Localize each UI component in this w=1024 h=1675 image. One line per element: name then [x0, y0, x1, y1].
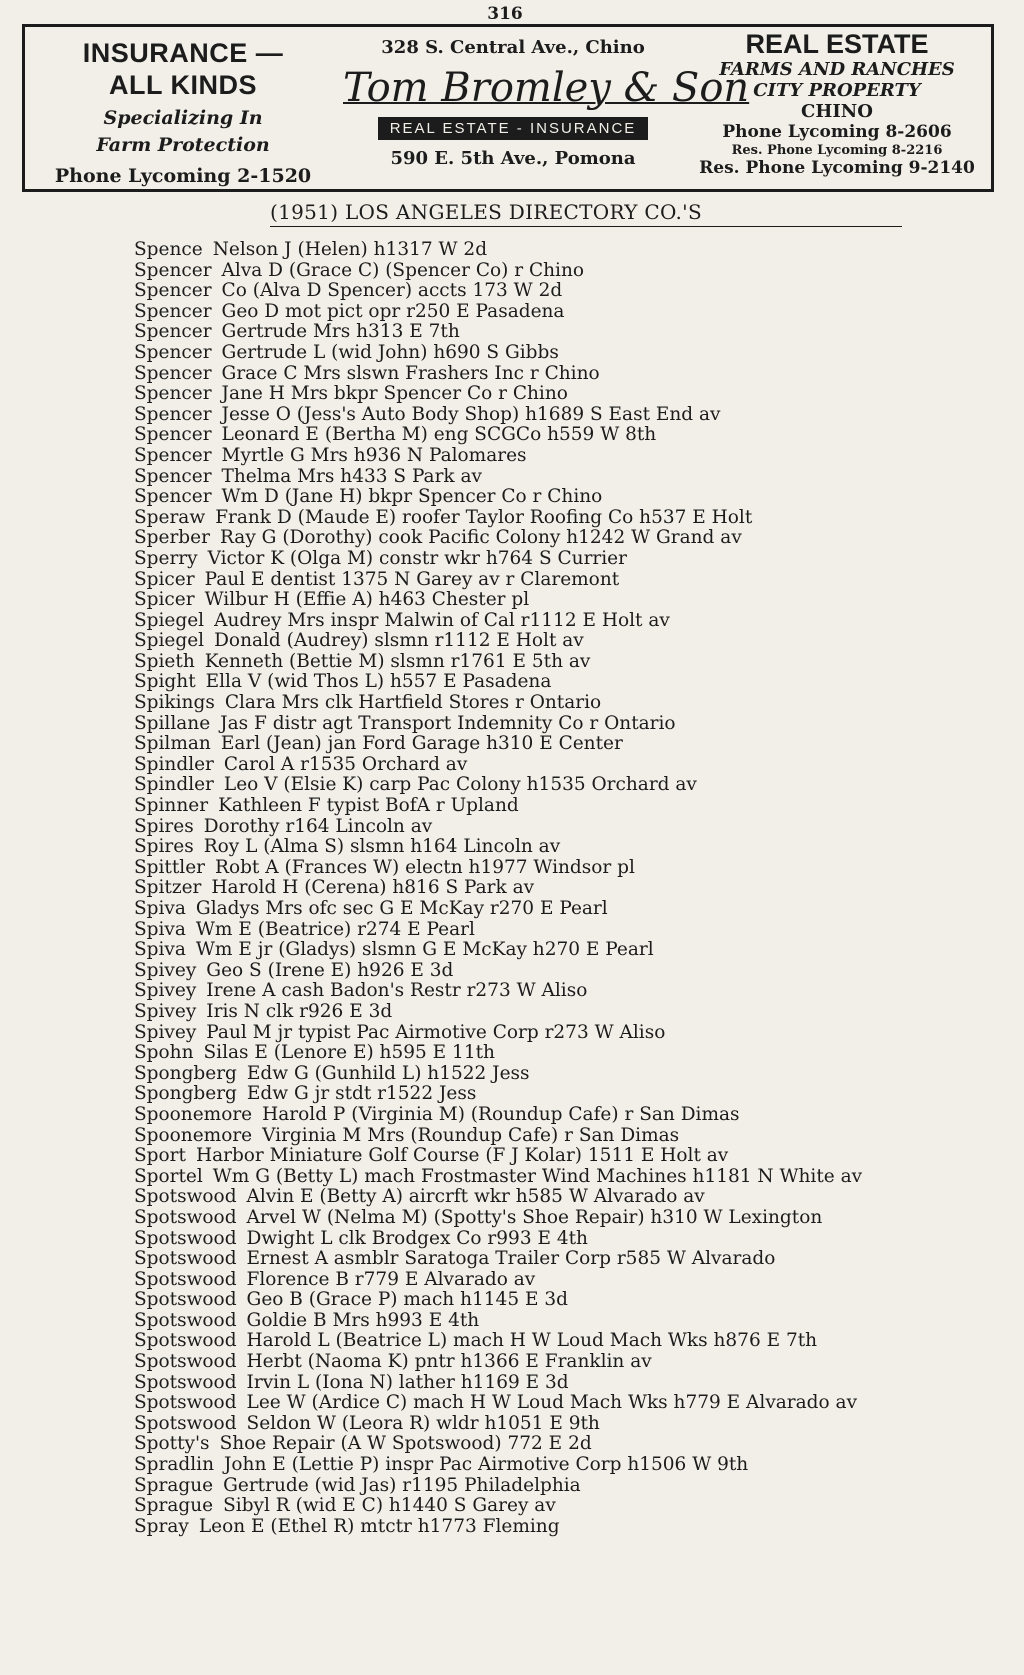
entry-surname: Spindler [134, 753, 214, 775]
entry-surname: Sportel [134, 1165, 203, 1187]
entry-surname: Sperber [134, 527, 210, 549]
entry-details: Edw G jr stdt r1522 Jess [246, 1083, 477, 1105]
directory-entry [134, 528, 918, 549]
directory-entry [134, 1187, 918, 1208]
entry-details: Wm E jr (Gladys) slsmn G E McKay h270 E Pearl [195, 939, 654, 961]
entry-details: Wm D (Jane H) bkpr Spencer Co r Chino [221, 486, 603, 508]
entry-surname: Spotswood [134, 1248, 237, 1270]
directory-entry [134, 425, 918, 446]
directory-entry [134, 981, 918, 1002]
entry-surname: Spight [134, 671, 196, 693]
entry-details: Harold H (Cerena) h816 S Park av [211, 877, 535, 899]
directory-entry [134, 878, 918, 899]
header-rule [270, 226, 902, 227]
directory-entry [134, 240, 918, 261]
directory-entry [134, 775, 918, 796]
entry-surname: Spongberg [134, 1083, 237, 1105]
page-number: 316 [487, 4, 523, 24]
entry-surname: Spivey [134, 959, 197, 981]
advertisement-banner [22, 24, 994, 192]
ad-chino-address: 328 S. Central Ave., Chino [381, 37, 645, 58]
entry-details: Wm G (Betty L) mach Frostmaster Wind Machines h1181 N White av [212, 1165, 863, 1187]
entry-details: Arvel W (Nelma M) (Spotty's Shoe Repair) h310 W Lexington [246, 1206, 823, 1228]
entry-surname: Spencer [134, 444, 212, 466]
directory-entry [134, 261, 918, 282]
directory-entry [134, 817, 918, 838]
entry-details: Paul M jr typist Pac Airmotive Corp r273 W Aliso [206, 1021, 666, 1043]
directory-entry [134, 920, 918, 941]
entry-surname: Spivey [134, 1000, 197, 1022]
directory-entry [134, 590, 918, 611]
directory-entry [134, 570, 918, 591]
directory-entry [134, 508, 918, 529]
entry-details: Geo S (Irene E) h926 E 3d [206, 959, 454, 981]
entry-surname: Spencer [134, 424, 212, 446]
entry-details: Gertrude (wid Jas) r1195 Philadelphia [223, 1474, 581, 1496]
entry-details: Leonard E (Bertha M) eng SCGCo h559 W 8th [221, 424, 657, 446]
entry-surname: Spittler [134, 856, 206, 878]
entry-details: Clara Mrs clk Hartfield Stores r Ontario [224, 692, 602, 714]
entry-surname: Spohn [134, 1042, 194, 1064]
entry-details: Gladys Mrs ofc sec G E McKay r270 E Pearl [195, 898, 608, 919]
entry-surname: Spotswood [134, 1371, 237, 1393]
entry-details: Irene A cash Badon's Restr r273 W Aliso [206, 980, 588, 1002]
entry-surname: Speraw [134, 506, 206, 528]
directory-entry [134, 1208, 918, 1229]
entry-details: Irvin L (Iona N) lather h1169 E 3d [246, 1371, 569, 1393]
entry-surname: Spiegel [134, 609, 205, 631]
entry-surname: Spotswood [134, 1330, 237, 1352]
directory-entry [134, 487, 918, 508]
entry-details: Alvin E (Betty A) aircrft wkr h585 W Alvarado av [246, 1186, 705, 1208]
directory-entry [134, 1311, 918, 1332]
entry-details: Geo B (Grace P) mach h1145 E 3d [246, 1289, 568, 1311]
entry-surname: Spencer [134, 259, 212, 281]
entry-surname: Spiva [134, 898, 186, 919]
directory-entry [134, 899, 918, 920]
entry-details: Shoe Repair (A W Spotswood) 772 E 2d [219, 1433, 592, 1455]
entry-surname: Spotswood [134, 1351, 237, 1373]
directory-entry [134, 1434, 918, 1455]
directory-entry [134, 1126, 918, 1147]
directory-entry [134, 693, 918, 714]
entry-surname: Spiva [134, 918, 186, 940]
ad-pomona-address: 590 E. 5th Ave., Pomona [390, 148, 636, 169]
entry-surname: Spencer [134, 362, 212, 384]
directory-entry [134, 755, 918, 776]
ad-insurance-subtitle: ALL KINDS [108, 70, 257, 100]
directory-entry [134, 467, 918, 488]
entry-details: Seldon W (Leora R) wldr h1051 E 9th [246, 1412, 600, 1434]
ad-city-property-text: CITY PROPERTY [753, 80, 921, 101]
entry-surname: Spotswood [134, 1186, 237, 1208]
entry-surname: Spencer [134, 486, 212, 508]
entry-details: Carol A r1535 Orchard av [223, 753, 468, 775]
entry-surname: Spongberg [134, 1062, 237, 1084]
entry-surname: Spotswood [134, 1206, 237, 1228]
entry-details: Paul E dentist 1375 N Garey av r Claremont [204, 568, 620, 590]
entry-surname: Sprague [134, 1474, 214, 1496]
directory-entry [134, 1331, 918, 1352]
directory-entry [134, 858, 918, 879]
directory-entry [134, 446, 918, 467]
entry-surname: Spicer [134, 568, 195, 590]
ad-insurance-section [33, 37, 333, 191]
entry-surname: Sperry [134, 547, 198, 569]
directory-entry [134, 734, 918, 755]
entry-surname: Spikings [134, 692, 215, 714]
entry-details: Silas E (Lenore E) h595 E 11th [203, 1042, 495, 1064]
entry-details: Ray G (Dorothy) cook Pacific Colony h1242 W Grand av [219, 527, 742, 549]
directory-entry [134, 1352, 918, 1373]
entry-surname: Spitzer [134, 877, 202, 899]
entry-details: Geo D mot pict opr r250 E Pasadena [221, 300, 565, 322]
directory-entry [134, 1105, 918, 1126]
entry-surname: Spotswood [134, 1412, 237, 1434]
entry-surname: Spencer [134, 280, 212, 302]
entry-surname: Spieth [134, 650, 195, 672]
entry-surname: Spencer [134, 341, 212, 363]
entry-details: Leon E (Ethel R) mtctr h1773 Fleming [198, 1515, 560, 1537]
entry-details: Victor K (Olga M) constr wkr h764 S Currier [207, 547, 627, 569]
entry-surname: Spiegel [134, 630, 205, 652]
entry-surname: Spotty's [134, 1433, 210, 1455]
directory-entry [134, 1064, 918, 1085]
entry-surname: Spotswood [134, 1289, 237, 1311]
directory-entry [134, 1373, 918, 1394]
entry-surname: Spotswood [134, 1392, 237, 1414]
directory-entry [134, 384, 918, 405]
entry-details: Harold P (Virginia M) (Roundup Cafe) r San Dimas [262, 1103, 740, 1125]
entry-surname: Spindler [134, 774, 214, 796]
entry-details: Sibyl R (wid E C) h1440 S Garey av [223, 1495, 556, 1517]
entry-details: Harold L (Beatrice L) mach H W Loud Mach Wks h876 E 7th [246, 1330, 818, 1352]
entry-details: Kathleen F typist BofA r Upland [218, 795, 519, 817]
directory-entry [134, 1476, 918, 1497]
ad-res-phone: Res. Phone Lycoming 9-2140 [699, 158, 975, 178]
entry-surname: Spoonemore [134, 1103, 253, 1125]
entry-surname: Spencer [134, 383, 212, 405]
ad-farms-text: FARMS AND RANCHES [719, 59, 955, 80]
entry-details: Jesse O (Jess's Auto Body Shop) h1689 S East End av [221, 403, 721, 425]
ad-res-phone-small: Res. Phone Lycoming 8-2216 [731, 143, 943, 158]
entry-surname: Spinner [134, 795, 209, 817]
entry-details: Dorothy r164 Lincoln av [203, 815, 433, 837]
entry-details: Harbor Miniature Golf Course (F J Kolar) 1511 E Holt av [195, 1145, 729, 1167]
directory-entry [134, 364, 918, 385]
entry-surname: Spiva [134, 939, 186, 961]
entry-details: Lee W (Ardice C) mach H W Loud Mach Wks h779 E Alvarado av [246, 1392, 858, 1414]
directory-entry [134, 405, 918, 426]
entry-details: Wilbur H (Effie A) h463 Chester pl [204, 589, 530, 611]
entry-surname: Spencer [134, 300, 212, 322]
ad-company-section [343, 35, 750, 174]
entry-surname: Spivey [134, 1021, 197, 1043]
directory-entry [134, 1002, 918, 1023]
entry-surname: Spicer [134, 589, 195, 611]
entry-details: Thelma Mrs h433 S Park av [221, 465, 483, 487]
entry-details: Florence B r779 E Alvarado av [246, 1268, 536, 1290]
ad-real-estate-section [691, 29, 983, 179]
ad-services-banner: REAL ESTATE - INSURANCE [378, 117, 649, 140]
directory-entry [134, 652, 918, 673]
directory-entry [134, 837, 918, 858]
entry-details: Edw G (Gunhild L) h1522 Jess [246, 1062, 530, 1084]
directory-entry [134, 1043, 918, 1064]
directory-entry [134, 322, 918, 343]
entry-surname: Spotswood [134, 1227, 237, 1249]
entry-details: Herbt (Naoma K) pntr h1366 E Franklin av [246, 1351, 652, 1373]
entry-details: Jane H Mrs bkpr Spencer Co r Chino [221, 383, 568, 405]
entry-details: Virginia M Mrs (Roundup Cafe) r San Dimas [262, 1124, 680, 1146]
directory-entry [134, 1517, 918, 1538]
entry-details: Iris N clk r926 E 3d [206, 1000, 393, 1022]
directory-listings [134, 240, 918, 1537]
entry-details: Leo V (Elsie K) carp Pac Colony h1535 Orchard av [223, 774, 697, 796]
entry-surname: Spilman [134, 733, 211, 755]
entry-surname: Sport [134, 1145, 186, 1167]
entry-surname: Spires [134, 815, 194, 837]
entry-details: Frank D (Maude E) roofer Taylor Roofing Co h537 E Holt [215, 506, 753, 528]
entry-details: Gertrude Mrs h313 E 7th [221, 321, 460, 343]
ad-real-estate-phone: Phone Lycoming 8-2606 [722, 122, 952, 142]
ad-farm-protection-text: Farm Protection [96, 134, 270, 156]
ad-chino-text: CHINO [801, 101, 873, 122]
entry-details: Grace C Mrs slswn Frashers Inc r Chino [221, 362, 600, 384]
entry-surname: Spence [134, 239, 203, 260]
ad-insurance-phone: Phone Lycoming 2-1520 [54, 165, 312, 187]
entry-surname: Sprague [134, 1495, 214, 1517]
entry-surname: Spencer [134, 465, 212, 487]
entry-surname: Spray [134, 1515, 189, 1537]
company-logo: Tom Bromley & Son [343, 65, 750, 111]
directory-entry [134, 1393, 918, 1414]
entry-surname: Spencer [134, 403, 212, 425]
entry-details: Wm E (Beatrice) r274 E Pearl [195, 918, 475, 940]
directory-entry [134, 1270, 918, 1291]
directory-entry [134, 714, 918, 735]
entry-surname: Spivey [134, 980, 197, 1002]
directory-entry [134, 961, 918, 982]
ad-insurance-title: INSURANCE — [82, 38, 284, 68]
directory-entry [134, 631, 918, 652]
entry-details: Audrey Mrs inspr Malwin of Cal r1112 E Holt av [214, 609, 670, 631]
entry-details: John E (Lettie P) inspr Pac Airmotive Corp h1506 W 9th [223, 1454, 749, 1476]
entry-details: Robt A (Frances W) electn h1977 Windsor pl [215, 856, 635, 878]
entry-surname: Spradlin [134, 1454, 214, 1476]
directory-entry [134, 1084, 918, 1105]
directory-entry [134, 940, 918, 961]
entry-details: Co (Alva D Spencer) accts 173 W 2d [221, 280, 563, 302]
directory-entry [134, 611, 918, 632]
ad-specializing-text: Specializing In [103, 107, 263, 129]
directory-entry [134, 796, 918, 817]
entry-details: Ella V (wid Thos L) h557 E Pasadena [205, 671, 552, 693]
directory-entry [134, 672, 918, 693]
directory-header: (1951) LOS ANGELES DIRECTORY CO.'S [270, 200, 702, 224]
entry-details: Alva D (Grace C) (Spencer Co) r Chino [221, 259, 584, 281]
entry-details: Kenneth (Bettie M) slsmn r1761 E 5th av [204, 650, 591, 672]
entry-details: Donald (Audrey) slsmn r1112 E Holt av [214, 630, 584, 652]
directory-entry [134, 1414, 918, 1435]
entry-surname: Spotswood [134, 1268, 237, 1290]
directory-entry [134, 1167, 918, 1188]
directory-entry [134, 1229, 918, 1250]
entry-details: Dwight L clk Brodgex Co r993 E 4th [246, 1227, 588, 1249]
directory-entry [134, 281, 918, 302]
entry-details: Ernest A asmblr Saratoga Trailer Corp r585 W Alvarado [246, 1248, 776, 1270]
directory-entry [134, 302, 918, 323]
entry-surname: Spencer [134, 321, 212, 343]
directory-entry [134, 343, 918, 364]
entry-surname: Spotswood [134, 1309, 237, 1331]
entry-details: Nelson J (Helen) h1317 W 2d [212, 239, 488, 260]
entry-details: Roy L (Alma S) slsmn h164 Lincoln av [203, 836, 561, 858]
directory-entry [134, 1455, 918, 1476]
directory-entry [134, 1290, 918, 1311]
directory-entry [134, 1496, 918, 1517]
entry-details: Myrtle G Mrs h936 N Palomares [221, 444, 527, 466]
entry-surname: Spillane [134, 712, 211, 734]
entry-details: Earl (Jean) jan Ford Garage h310 E Center [220, 733, 623, 755]
directory-entry [134, 1146, 918, 1167]
entry-details: Goldie B Mrs h993 E 4th [246, 1309, 480, 1331]
entry-surname: Spoonemore [134, 1124, 253, 1146]
directory-entry [134, 1023, 918, 1044]
entry-surname: Spires [134, 836, 194, 858]
entry-details: Gertrude L (wid John) h690 S Gibbs [221, 341, 559, 363]
directory-entry [134, 1249, 918, 1270]
ad-real-estate-title: REAL ESTATE [745, 29, 929, 59]
directory-entry [134, 549, 918, 570]
entry-details: Jas F distr agt Transport Indemnity Co r Ontario [220, 712, 676, 734]
